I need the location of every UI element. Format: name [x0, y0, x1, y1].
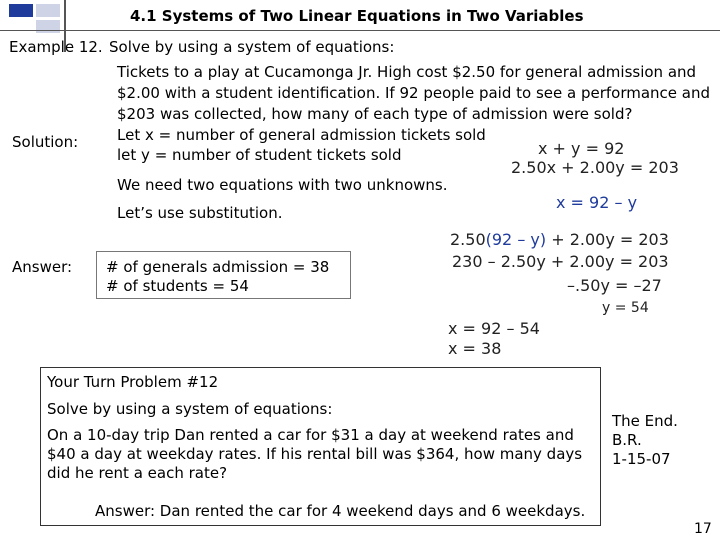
page-number: 17	[694, 521, 712, 537]
answer-label: Answer:	[12, 258, 73, 276]
your-turn-instruction: Solve by using a system of equations:	[47, 400, 333, 418]
example-instruction: Solve by using a system of equations:	[109, 38, 395, 56]
problem-text-line: $2.00 with a student identification. If 92 people paid to see a performance and	[117, 84, 710, 102]
equation-y-result: y = 54	[602, 300, 649, 316]
equation-expanded: 230 – 2.50y + 2.00y = 203	[452, 252, 669, 271]
your-turn-title: Your Turn Problem #12	[47, 373, 219, 391]
header-square-light-lower	[36, 20, 60, 33]
equation-substituted	[450, 230, 669, 249]
equation-revenue: 2.50x + 2.00y = 203	[511, 158, 679, 177]
equation-solve-x: x = 92 – y	[556, 193, 638, 212]
header-square-light	[36, 4, 60, 17]
answer-line: # of generals admission = 38	[106, 258, 330, 276]
end-note-line: B.R.	[612, 431, 642, 449]
variable-definition-x: Let x = number of general admission tickets sold	[117, 126, 486, 144]
header-square-dark	[9, 4, 33, 17]
example-label: Example 12.	[9, 38, 103, 56]
equation-sum: x + y = 92	[538, 139, 625, 158]
header-horizontal-rule	[0, 30, 720, 31]
equation-x-result: x = 38	[448, 339, 502, 358]
variable-definition-y: let y = number of student tickets sold	[117, 146, 402, 164]
your-turn-answer: Answer: Dan rented the car for 4 weekend days and 6 weekdays.	[95, 502, 586, 520]
equation-back-substitute: x = 92 – 54	[448, 319, 540, 338]
end-note-line: 1-15-07	[612, 450, 671, 468]
problem-text-line: Tickets to a play at Cucamonga Jr. High cost $2.50 for general admission and	[117, 63, 697, 81]
solution-step-text: We need two equations with two unknowns.	[117, 176, 448, 194]
problem-text-line: $203 was collected, how many of each type of admission were sold?	[117, 105, 633, 123]
solution-step-text: Let’s use substitution.	[117, 204, 283, 222]
equation-combined: –.50y = –27	[567, 276, 662, 295]
equation-substituted-term: (92 – y)	[485, 230, 547, 249]
equation-substituted-prefix: 2.50	[450, 230, 486, 249]
end-note-line: The End.	[612, 412, 678, 430]
solution-label: Solution:	[12, 133, 79, 151]
equation-substituted-suffix: + 2.00y = 203	[546, 230, 669, 249]
your-turn-problem-line: On a 10-day trip Dan rented a car for $31 a day at weekend rates and	[47, 426, 574, 444]
your-turn-problem-line: $40 a day at weekday rates. If his rental bill was $364, how many days	[47, 445, 583, 463]
answer-line: # of students = 54	[106, 277, 249, 295]
slide-title: 4.1 Systems of Two Linear Equations in Two Variables	[130, 7, 584, 25]
your-turn-problem-line: did he rent a each rate?	[47, 464, 228, 482]
